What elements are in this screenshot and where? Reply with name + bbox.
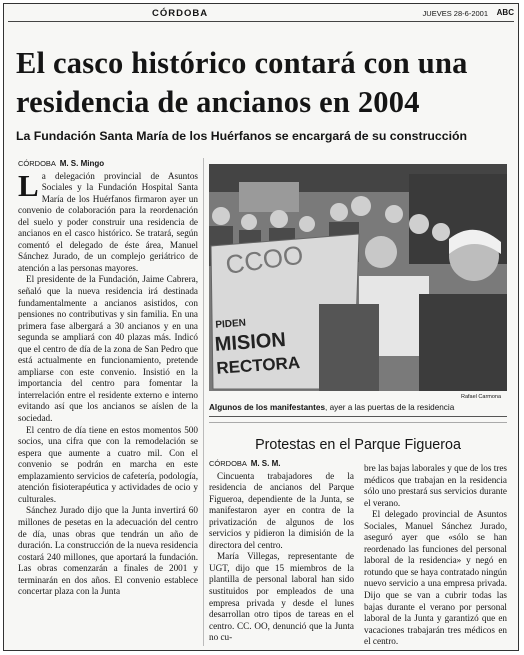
caption-rest: , ayer a las puertas de la residencia	[325, 403, 455, 412]
article-paragraph: El centro de día tiene en estos momentos 500 socios, una cifra que con la remodelación se espera que aumente a cuatro mil. Con el convenio se podrán en marcha en este emplazamiento servicios de cafetería, podología, atención fisioterapéutica y actividades de ocio y culturales.	[18, 424, 198, 504]
byline-author: M. S. M.	[250, 459, 281, 468]
sign-text-line: PIDEN	[215, 317, 247, 331]
main-article	[18, 158, 198, 598]
caption-rule	[209, 416, 507, 417]
newspaper-brand: ABC	[496, 8, 514, 17]
sidebar-byline	[209, 458, 354, 470]
article-paragraph: La delegación provincial de Asuntos Sociales y la Fundación Hospital Santa María de los Huérfanos firmaron ayer un convenio de colaboración para la reordenación del suelo y poder construir una residencia de ancianos en el casco histórico. Se tratará, según comentó el delegado de éste área, Manuel Sánchez Jurado, de un complejo geriátrico de atención a las personas mayores.	[18, 167, 198, 273]
article-paragraph: Sánchez Jurado dijo que la Junta invertirá 60 millones de pesetas en la adecuación del centro de día, unas obras que tendrán un año de duración. La construcción de la nueva residencia costará 240 millones, que aportará la fundación. Las obras comenzarán a finales de 2001 y terminarán en dos años. El convenio establece concertar plaza con la Junta	[18, 505, 198, 597]
photo-credit: Rafael Carmona	[461, 394, 502, 400]
sidebar-column-left	[209, 458, 354, 644]
sign-text-line: RECTORA	[215, 353, 301, 378]
headline: El casco histórico contará con una residencia de ancianos en 2004	[16, 46, 468, 119]
sidebar-paragraph: María Villegas, representante de UGT, dijo que 15 miembros de la plantilla de personal laboral han sido sustituidos por empleados de una empresa privada y desde el lunes desarrollan otro tipos de tareas en el centro. CC. OO, denunció que la Junta no cu-	[209, 551, 354, 643]
section-label: CÓRDOBA	[152, 8, 209, 19]
newspaper-page	[3, 3, 519, 651]
sidebar-column-right	[364, 463, 507, 648]
byline-author: M. S. Mingo	[59, 159, 105, 168]
column-divider	[203, 158, 204, 646]
sidebar-rule	[209, 422, 507, 423]
main-byline	[18, 158, 198, 170]
sidebar-paragraph: Cincuenta trabajadores de la residencia de ancianos del Parque Figueroa, dependiente de la Junta, se manifestaron ayer en contra de la privatización de algunos de los servicios y pidieron la dimisión de la directora del centro.	[209, 470, 354, 550]
page-header	[4, 4, 518, 20]
sidebar-title: Protestas en el Parque Figueroa	[255, 437, 461, 453]
header-rule	[8, 21, 514, 22]
dropcap: L	[18, 167, 39, 203]
subheadline: La Fundación Santa María de los Huérfanos se encargará de su construcción	[16, 129, 468, 143]
photo-caption	[209, 403, 509, 412]
protest-sign	[213, 309, 357, 381]
issue-date: JUEVES 28-6-2001	[422, 9, 488, 18]
protest-photo	[209, 164, 507, 391]
article-paragraph: El presidente de la Fundación, Jaime Cabrera, señaló que la nueva residencia irá destinada fundamentalmente a ancianos asistidos, con pensiones no contributivas y sin familia. En una primera fase albergará a 30 ancianos y en una segunda se ampliará con 40 plazas más. Indicó que el centro de día de la zona de San Pedro que está actualmente en funcionamiento, pretende ampliarse con este convenio. Insistió en la importancia del centro para fomentar la interrelación entre el residente externo e interno evitando así que los ancianos se aíslen de la sociedad.	[18, 274, 198, 424]
sidebar-paragraph: bre las bajas laborales y que de los tres médicos que trabajan en la residencia sólo uno prestará sus servicios durante el verano.	[364, 463, 507, 508]
sign-text-line: MISION	[214, 328, 287, 356]
caption-bold: Algunos de los manifestantes	[209, 403, 326, 412]
sidebar-paragraph: El delegado provincial de Asuntos Sociales, Manuel Sánchez Jurado, aseguró ayer que «sólo se han reordenado las funciones del personal laboral de la residencia» y negó en rotundo que se haya contratado ningún nuevo servicio a una empresa privada. Dijo que se van a cubrir todas las bajas durante el verano por personal laboral de la Junta y garantizó que en vacaciones trabajarán tres médicos en el centro.	[364, 509, 507, 647]
svg-text:CCOO: CCOO	[223, 239, 306, 280]
byline-place: CÓRDOBA	[18, 159, 56, 168]
byline-place: CÓRDOBA	[209, 459, 247, 468]
